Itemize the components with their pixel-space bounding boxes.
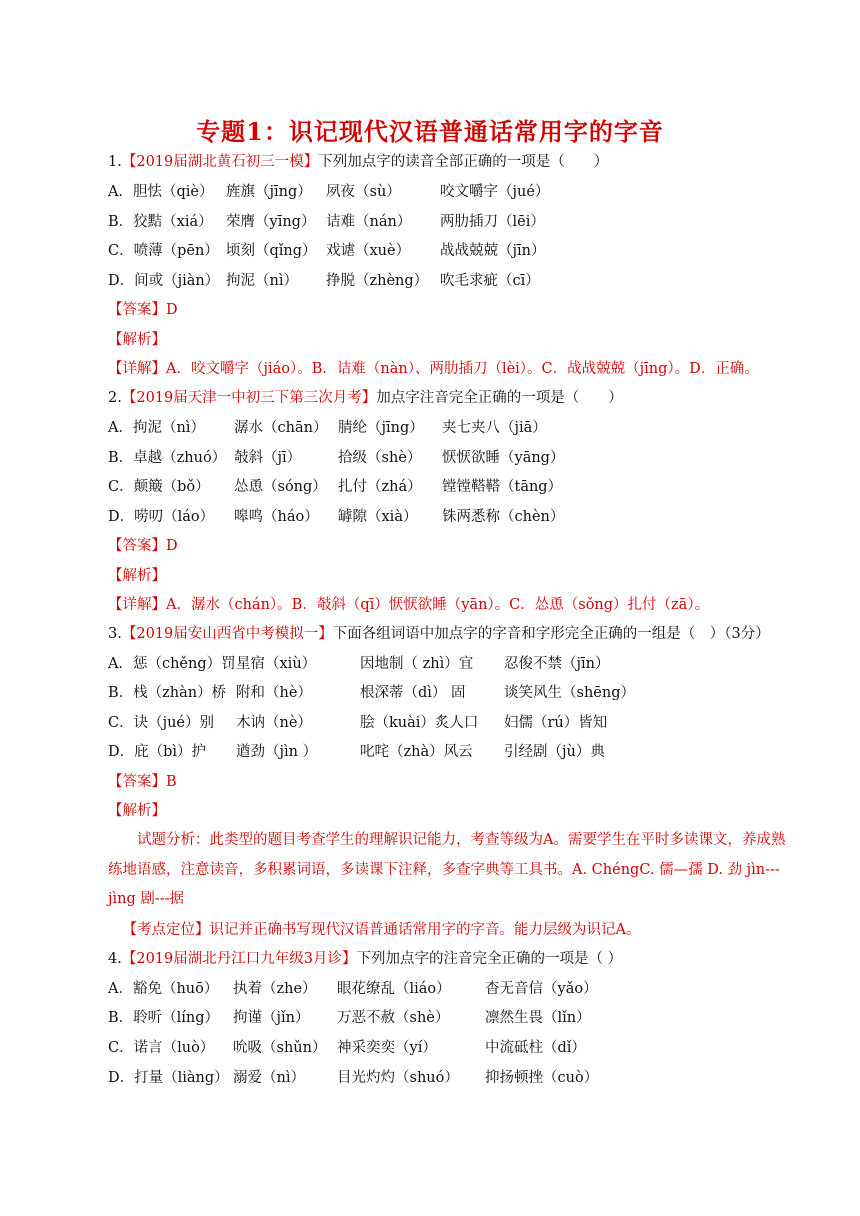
question-3-option-b: B．栈（zhàn）桥 附和（hè） 根深蒂（dì） 固 谈笑风生（shēng） (108, 685, 635, 701)
question-2-option-c: C．颠簸（bǒ） 怂恿（sóng） 扎付（zhá） 镗镗鞳鞳（tāng） (108, 479, 563, 495)
question-2-answer: 【答案】D (108, 538, 178, 554)
question-4-stem: 4.【2019届湖北丹江口九年级3月诊】下列加点字的注音完全正确的一项是（ ） (108, 951, 623, 967)
question-4-option-c: C．诺言（luò） 吮吸（shǔn） 神采奕奕（yí） 中流砥柱（dǐ） (108, 1040, 586, 1056)
question-2-stem: 2.【2019届天津一中初三下第三次月考】加点字注音完全正确的一项是（ ） (108, 390, 623, 406)
question-1-source: 【2019届湖北黄石初三一模】 (121, 154, 319, 170)
question-2-option-a: A．拘泥（nì） 潺水（chān） 腈纶（jīng） 夹七夹八（jiā） (108, 420, 547, 436)
question-1-option-b: B．狡黠（xiá） 荣膺（yīng） 诘难（nán） 两肋插刀（lēi） (108, 214, 545, 230)
question-1-option-c: C．喷薄（pēn） 顷刻（qǐng） 戏谑（xuè） 战战兢兢（jīn） (108, 243, 546, 259)
question-1-analysis: 【解析】 (108, 332, 166, 348)
question-1-option-a: A．胆怯（qiè） 旌旗（jīng） 夙夜（sù） 咬文嚼字（jué） (108, 184, 550, 200)
question-1-stem: 1.【2019届湖北黄石初三一模】下列加点字的读音全部正确的一项是（ ） (108, 154, 609, 170)
question-2-option-d: D．唠叨（láo） 嗥鸣（háo） 罅隙（xià） 铢两悉称（chèn） (108, 509, 565, 525)
question-3-option-a: A．惩（chěng）罚星宿（xiù） 因地制（ zhì）宜 忍俊不禁（jīn） (108, 656, 610, 672)
page-title: 专题1：识记现代汉语普通话常用字的字音 (196, 117, 664, 146)
question-3-answer: 【答案】B (108, 774, 177, 790)
question-4-option-a: A．豁免（huō） 执着（zhe） 眼花缭乱（liáo） 杳无音信（yǎo） (108, 981, 598, 997)
question-1-option-d: D．间或（jiàn） 拘泥（nì） 挣脱（zhèng） 吹毛求疵（cī） (108, 273, 540, 289)
question-3-source: 【2019届安山西省中考模拟一】 (121, 626, 333, 642)
question-2-analysis: 【解析】 (108, 568, 166, 584)
question-3-option-d: D．庇（bì）护 遒劲（jìn ） 叱咤（zhà）风云 引经剧（jù）典 (108, 744, 605, 760)
question-3-explanation: 试题分析：此类型的题目考查学生的理解识记能力，考查等级为A。需要学生在平时多读课文，养成熟练地语感，注意读音，多积累词语，多读课下注释，多查字典等工具书。A. ChéngC. 儒—孺 D. 劲 jìn---jìng 剧---据 (108, 832, 786, 908)
question-3-option-c: C．诀（jué）别 木讷（nè） 脍（kuài）炙人口 妇儒（rú）皆知 (108, 715, 608, 731)
question-3-stem: 3.【2019届安山西省中考模拟一】下面各组词语中加点字的字音和字形完全正确的一组是（ ）（3分） (108, 626, 770, 642)
question-4-option-b: B．聆听（líng） 拘谨（jǐn） 万恶不赦（shè） 凛然生畏（lǐn） (108, 1010, 591, 1026)
question-2-option-b: B．卓越（zhuó） 攲斜（jī） 拾级（shè） 恹恹欲睡（yāng） (108, 450, 565, 466)
question-2-source: 【2019届天津一中初三下第三次月考】 (121, 390, 377, 406)
question-2-detail: 【详解】A．潺水（chán）。B．攲斜（qī）恹恹欲睡（yān）。C．怂恿（sǒng）扎付（zā）。 (108, 597, 710, 613)
question-3-analysis: 【解析】 (108, 803, 166, 819)
question-4-option-d: D．打量（liàng） 溺爱（nì） 目光灼灼（shuó） 抑扬顿挫（cuò） (108, 1070, 599, 1086)
question-1-detail: 【详解】A．咬文嚼字（jiáo）。B．诘难（nàn）、两肋插刀（lèi）。C．战战兢兢（jīng）。D．正确。 (108, 361, 759, 377)
question-3-key-point: 【考点定位】识记并正确书写现代汉语普通话常用字的字音。能力层级为识记A。 (122, 922, 641, 938)
question-4-source: 【2019届湖北丹江口九年级3月诊】 (121, 951, 357, 967)
question-1-answer: 【答案】D (108, 302, 178, 318)
